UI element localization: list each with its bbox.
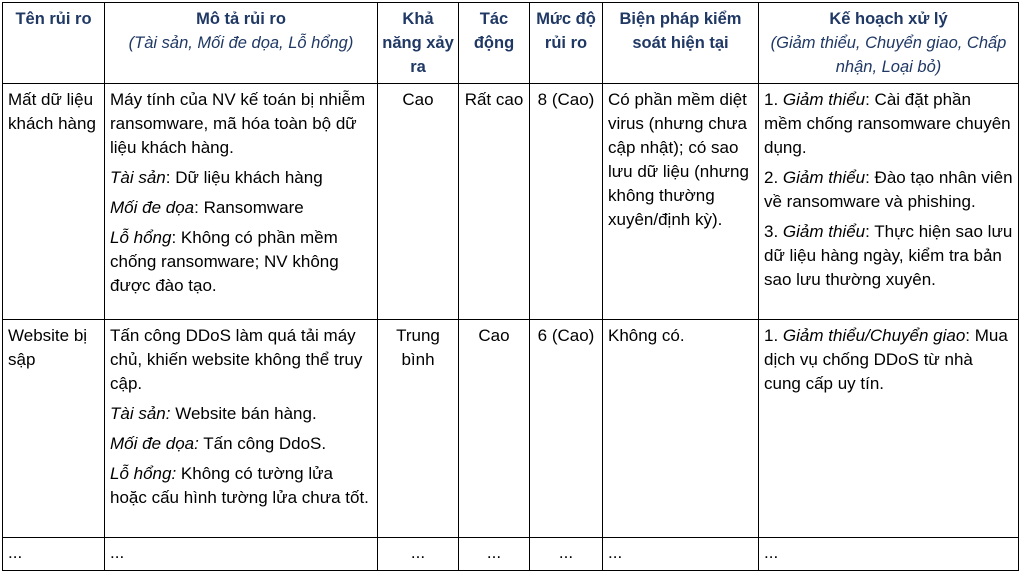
risk-description-cell <box>105 84 378 320</box>
plan-number: 1. <box>764 326 783 345</box>
risk-name-cell: Mất dữ liệu khách hàng <box>3 84 105 320</box>
vulnerability-line <box>110 226 372 298</box>
impact-cell: Cao <box>459 320 530 538</box>
table-row <box>3 320 1019 538</box>
asset-line <box>110 402 372 426</box>
plan-number: 3. <box>764 222 783 241</box>
header-current-controls: Biện pháp kiểm soát hiện tại <box>603 3 759 84</box>
ellipsis-cell: ... <box>105 538 378 571</box>
table-row-placeholder <box>3 538 1019 571</box>
separator: : <box>171 228 181 247</box>
asset-value: Dữ liệu khách hàng <box>175 168 323 187</box>
treatment-plan-cell <box>759 84 1019 320</box>
plan-text: : Thực hiện sao lưu dữ liệu hàng ngày, kiểm tra bản sao lưu thường xuyên. <box>764 222 1013 289</box>
current-controls-cell: Không có. <box>603 320 759 538</box>
header-risk-description <box>105 3 378 84</box>
vulnerability-value: Không có tường lửa hoặc cấu hình tường lửa chưa tốt. <box>110 464 369 507</box>
plan-text: : Đào tạo nhân viên về ransomware và phishing. <box>764 168 1013 211</box>
header-impact: Tác động <box>459 3 530 84</box>
risk-register-table <box>2 2 1019 571</box>
plan-item <box>764 88 1013 160</box>
risk-level-cell: 6 (Cao) <box>530 320 603 538</box>
likelihood-cell: Cao <box>378 84 459 320</box>
plan-text: : Cài đặt phần mềm chống ransomware chuyên dụng. <box>764 90 1011 157</box>
risk-description-cell <box>105 320 378 538</box>
plan-item <box>764 324 1013 396</box>
plan-item <box>764 220 1013 292</box>
ellipsis-cell: ... <box>378 538 459 571</box>
header-row <box>3 3 1019 84</box>
plan-text: : Mua dịch vụ chống DDoS từ nhà cung cấp uy tín. <box>764 326 1008 393</box>
asset-line <box>110 166 372 190</box>
vulnerability-label: Lỗ hổng <box>110 228 172 247</box>
threat-value: Tấn công DdoS. <box>203 434 327 453</box>
likelihood-cell: Trung bình <box>378 320 459 538</box>
asset-label: Tài sản <box>110 168 166 187</box>
risk-name-cell: Website bị sập <box>3 320 105 538</box>
header-plan-subtitle: (Giảm thiểu, Chuyển giao, Chấp nhận, Loại bỏ) <box>770 34 1007 76</box>
threat-value: Ransomware <box>203 198 304 217</box>
plan-type: Giảm thiểu <box>782 90 866 109</box>
risk-level-cell: 8 (Cao) <box>530 84 603 320</box>
current-controls-cell: Có phần mềm diệt virus (nhưng chưa cập nhật); có sao lưu dữ liệu (nhưng không thường xuyên/định kỳ). <box>603 84 759 320</box>
asset-value: Website bán hàng. <box>175 404 317 423</box>
ellipsis-cell: ... <box>3 538 105 571</box>
description-text: Tấn công DDoS làm quá tải máy chủ, khiến website không thể truy cập. <box>110 326 363 393</box>
ellipsis-cell: ... <box>459 538 530 571</box>
description-text: Máy tính của NV kế toán bị nhiễm ransomware, mã hóa toàn bộ dữ liệu khách hàng. <box>110 90 366 157</box>
ellipsis-cell: ... <box>530 538 603 571</box>
header-likelihood: Khả năng xảy ra <box>378 3 459 84</box>
header-description-subtitle: (Tài sản, Mối đe dọa, Lỗ hổng) <box>128 34 354 52</box>
header-description-title: Mô tả rủi ro <box>196 10 286 28</box>
header-risk-name: Tên rủi ro <box>3 3 105 84</box>
separator: : <box>165 168 176 187</box>
threat-line <box>110 196 372 220</box>
table-row <box>3 84 1019 320</box>
plan-type: Giảm thiểu <box>782 222 866 241</box>
plan-item <box>764 166 1013 214</box>
asset-label: Tài sản: <box>110 404 171 423</box>
plan-number: 1. <box>764 90 783 109</box>
header-plan-title: Kế hoạch xử lý <box>829 10 948 28</box>
ellipsis-cell: ... <box>759 538 1019 571</box>
vulnerability-label: Lỗ hổng: <box>110 464 177 483</box>
plan-type: Giảm thiểu/Chuyển giao <box>782 326 966 345</box>
threat-line <box>110 432 372 456</box>
threat-label: Mối đe dọa <box>110 198 195 217</box>
vulnerability-value: Không có phần mềm chống ransomware; NV không được đào tạo. <box>110 228 339 295</box>
separator: : <box>194 198 204 217</box>
treatment-plan-cell <box>759 320 1019 538</box>
plan-number: 2. <box>764 168 783 187</box>
threat-label: Mối đe dọa: <box>110 434 199 453</box>
vulnerability-line <box>110 462 372 510</box>
impact-cell: Rất cao <box>459 84 530 320</box>
ellipsis-cell: ... <box>603 538 759 571</box>
header-risk-level: Mức độ rủi ro <box>530 3 603 84</box>
plan-type: Giảm thiểu <box>782 168 866 187</box>
header-treatment-plan <box>759 3 1019 84</box>
